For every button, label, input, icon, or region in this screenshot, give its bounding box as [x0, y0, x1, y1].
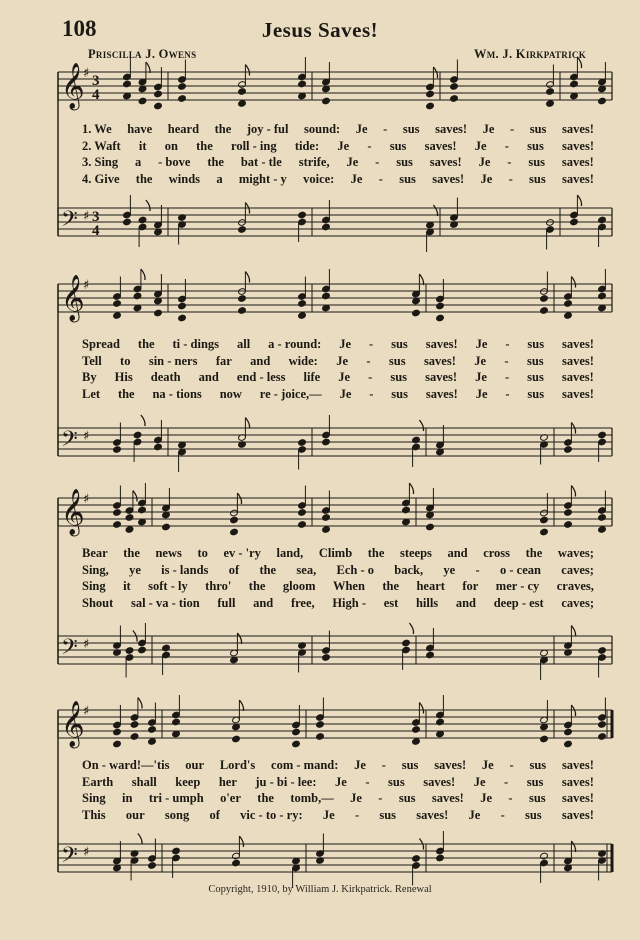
lyricist: Priscilla J. Owens	[88, 47, 197, 61]
note-head	[292, 728, 301, 736]
lyric-word: of	[228, 562, 240, 577]
lyric-word: -	[504, 370, 510, 384]
lyric-word: saves!	[425, 386, 458, 401]
treble-staff	[58, 695, 612, 749]
lyric-line	[82, 775, 594, 792]
lyric-word: -	[508, 171, 513, 186]
lyric-word: -	[504, 138, 509, 153]
lyric-word: sus	[527, 386, 545, 401]
lyric-word: Lord's	[219, 758, 256, 772]
lyric-word: 4. Give	[82, 171, 120, 186]
lyric-word: Je	[338, 370, 351, 384]
note-flag	[419, 703, 423, 714]
lyric-word: it	[123, 579, 131, 593]
lyric-word: news	[155, 546, 182, 560]
note-head	[148, 726, 157, 734]
lyric-word: the	[248, 579, 266, 593]
lyric-word: Bear	[82, 546, 108, 560]
note-head	[113, 728, 122, 736]
lyric-word: Sing	[82, 579, 106, 593]
lyric-word: Je	[322, 807, 335, 822]
lyric-word: wide:	[288, 353, 318, 368]
lyric-word: bat - tle	[240, 155, 282, 169]
lyric-word: ev - 'ry	[223, 546, 261, 560]
note-head	[598, 721, 607, 729]
lyric-word: ye	[129, 562, 141, 577]
note-head	[172, 718, 181, 726]
lyric-word: Je	[480, 171, 493, 186]
lyric-word: the	[123, 546, 140, 560]
lyric-word: -	[381, 758, 386, 772]
lyric-word: -	[378, 791, 383, 805]
bass-clef-icon: 𝄢	[61, 843, 78, 873]
lyric-word: all	[236, 337, 251, 351]
note-head	[412, 726, 421, 734]
lyric-word: -	[366, 353, 371, 368]
lyric-word: saves!	[562, 171, 594, 186]
lyric-word: com - mand:	[271, 758, 339, 772]
lyric-word: sus	[401, 758, 419, 772]
lyric-word: the	[135, 171, 153, 186]
lyric-word: the	[207, 155, 224, 169]
lyric-word: and	[455, 595, 477, 610]
lyric-word: caves;	[561, 595, 594, 610]
lyric-word: Je	[337, 138, 350, 153]
lyric-word: sus	[390, 370, 408, 384]
note-head	[564, 728, 573, 736]
lyric-word: sus	[399, 171, 416, 186]
note-head	[113, 740, 122, 748]
lyric-word: sal - va - tion	[130, 595, 200, 610]
lyric-word: sus	[528, 155, 546, 169]
note-head	[148, 862, 157, 870]
note-head	[130, 721, 139, 729]
note-head	[436, 854, 445, 862]
lyric-word: saves!	[562, 353, 594, 368]
lyric-word: sus	[391, 386, 408, 401]
lyric-word: and	[198, 370, 219, 384]
lyric-word: His	[114, 370, 133, 384]
lyric-word: thro'	[205, 579, 232, 593]
lyric-word: Je	[350, 171, 363, 186]
lyric-word: the	[382, 579, 400, 593]
lyric-word: sus	[526, 774, 544, 789]
lyric-word: Je	[480, 791, 493, 805]
lyric-word: saves!	[561, 807, 594, 822]
lyric-word: sus	[388, 774, 405, 789]
lyric-word: sound:	[304, 122, 341, 136]
copyright-notice: Copyright, 1910, by William J. Kirkpatrick. Renewal	[208, 884, 432, 895]
note-flag	[138, 834, 142, 845]
hymn-number: 108	[62, 16, 97, 41]
lyric-word: our	[185, 758, 205, 772]
lyric-word: Earth	[82, 774, 114, 789]
lyric-word: saves!	[435, 122, 468, 136]
lyric-word: sus	[528, 791, 546, 805]
lyric-word: the	[525, 546, 543, 560]
lyric-word: Ech - o	[336, 562, 374, 577]
lyric-word: keep	[175, 774, 201, 789]
note-head	[130, 733, 139, 741]
lyric-word: have	[127, 122, 153, 136]
lyric-word: When	[332, 579, 365, 593]
lyric-word: sus	[527, 138, 544, 153]
lyric-line	[82, 808, 594, 825]
lyric-word: -	[510, 122, 515, 136]
lyric-word: of	[209, 807, 220, 822]
lyric-word: saves!	[423, 353, 456, 368]
lyric-word: Sing	[82, 791, 106, 805]
bass-clef-icon: 𝄢	[61, 207, 78, 237]
lyric-word: This	[82, 807, 106, 822]
bass-staff	[58, 831, 612, 888]
lyric-word: -	[507, 155, 512, 169]
lyric-word: saves!	[561, 758, 594, 772]
lyric-word: Shout	[82, 595, 114, 610]
lyric-word: sus	[529, 171, 546, 186]
lyric-word: Je	[468, 807, 481, 822]
lyric-word: to	[120, 353, 131, 368]
sharp-icon: ♯	[83, 278, 90, 293]
lyric-word: -	[369, 337, 374, 351]
lyric-word: sus	[527, 370, 544, 384]
lyric-word: tide:	[294, 138, 320, 153]
lyric-word: By	[82, 370, 97, 384]
lyric-word: song	[164, 807, 190, 822]
lyric-word: to	[197, 546, 208, 560]
lyric-word: Je	[339, 386, 352, 401]
lyric-word: -	[368, 370, 373, 384]
lyric-word: the	[117, 386, 135, 401]
lyric-word: shall	[131, 774, 157, 789]
lyric-word: On - ward!—'tis	[82, 758, 170, 772]
lyric-word: cross	[483, 546, 511, 560]
lyric-word: est	[383, 595, 399, 610]
lyric-word: sus	[388, 353, 406, 368]
lyric-word: sus	[396, 155, 413, 169]
lyric-line	[82, 791, 594, 808]
lyric-word: Je	[474, 353, 487, 368]
lyric-word: saves!	[561, 774, 594, 789]
lyric-word: sus	[524, 807, 542, 822]
lyric-word: sus	[529, 122, 547, 136]
lyric-word: Je	[478, 155, 491, 169]
lyric-word: Je	[475, 337, 488, 351]
composer: Wm. J. Kirkpatrick	[473, 47, 586, 61]
lyric-word: saves!	[561, 370, 594, 384]
note-head	[412, 855, 421, 863]
note-head	[148, 738, 157, 746]
lyric-word: Sing,	[82, 562, 109, 577]
lyric-word: full	[217, 595, 236, 610]
note-head	[292, 740, 301, 748]
sharp-icon: ♯	[83, 637, 90, 652]
lyric-word: sea,	[296, 562, 317, 577]
note-head	[232, 735, 241, 743]
lyric-word: a - round:	[268, 337, 322, 351]
lyric-word: sus	[529, 758, 547, 772]
lyric-word: -	[378, 171, 383, 186]
lyric-word: waves;	[557, 546, 594, 560]
lyric-word: Je	[473, 774, 486, 789]
lyric-word: sus	[527, 337, 545, 351]
note-flag	[239, 700, 243, 711]
lyric-word: sus	[391, 337, 408, 351]
lyric-word: Je	[482, 122, 495, 136]
note-head	[436, 718, 445, 726]
lyric-word: ye	[443, 562, 456, 577]
note-head	[412, 738, 421, 746]
lyric-word: for	[462, 579, 479, 593]
lyric-word: winds	[168, 171, 201, 186]
treble-clef-icon: 𝄞	[61, 275, 85, 321]
note-head	[540, 735, 549, 743]
time-signature-top: 3	[92, 209, 100, 225]
note-flag	[138, 698, 142, 709]
lyric-word: now	[219, 386, 242, 401]
lyric-word: sus	[526, 353, 544, 368]
lyric-word: saves!	[425, 370, 458, 384]
lyric-word: Je	[475, 370, 487, 384]
lyric-word: and	[250, 353, 271, 368]
lyric-word: Tell	[82, 353, 102, 368]
time-signature-top: 3	[92, 73, 100, 89]
lyric-word: heart	[416, 579, 445, 593]
lyric-word: Je	[350, 791, 362, 805]
sharp-icon: ♯	[83, 845, 90, 860]
lyric-word: free,	[290, 595, 315, 610]
sharp-icon: ♯	[83, 704, 90, 719]
lyric-word: soft - ly	[148, 579, 188, 593]
sharp-icon: ♯	[83, 492, 90, 507]
bass-clef-icon: 𝄢	[61, 635, 78, 665]
lyric-word: in	[122, 791, 133, 805]
lyric-word: and	[447, 546, 468, 560]
time-signature-bottom: 4	[92, 87, 100, 103]
sharp-icon: ♯	[83, 429, 90, 444]
lyric-word: saves!	[423, 774, 456, 789]
lyric-word: -	[475, 562, 480, 577]
treble-clef-icon: 𝄞	[61, 63, 85, 109]
lyric-word: saves!	[562, 138, 594, 153]
lyric-word: Spread	[82, 337, 120, 351]
lyric-word: -	[509, 758, 514, 772]
note-head	[598, 733, 607, 741]
lyric-word: land,	[276, 546, 304, 560]
note-flag	[571, 841, 575, 852]
lyric-word: the	[214, 122, 232, 136]
treble-clef-icon: 𝄞	[61, 489, 85, 535]
note-head	[540, 852, 549, 860]
lyric-word: saves!	[416, 807, 449, 822]
lyric-word: her	[218, 774, 237, 789]
bass-clef-icon: 𝄢	[61, 427, 78, 457]
lyric-word: voice:	[303, 171, 335, 186]
lyric-word: -	[505, 386, 510, 401]
lyric-word: saves!	[429, 155, 462, 169]
lyric-word: caves;	[561, 562, 594, 577]
lyric-word: gloom	[282, 579, 316, 593]
lyric-word: the	[196, 138, 213, 153]
lyric-word: saves!	[561, 122, 594, 136]
lyric-word: High -	[332, 595, 367, 610]
lyric-word: heard	[167, 122, 200, 136]
lyric-word: -	[367, 138, 372, 153]
lyric-word: ju - bi - lee:	[255, 774, 317, 789]
lyric-word: ti - dings	[172, 337, 220, 351]
lyric-word: saves!	[431, 791, 464, 805]
treble-clef-icon: 𝄞	[61, 701, 85, 747]
lyric-word: the	[257, 791, 274, 805]
sharp-icon: ♯	[83, 66, 90, 81]
lyric-word: vic - to - ry:	[240, 807, 303, 822]
lyric-word: the	[367, 546, 385, 560]
lyric-word: saves!	[562, 337, 594, 351]
lyric-word: roll - ing	[231, 138, 277, 153]
lyric-word: death	[150, 370, 181, 384]
lyric-line	[82, 758, 594, 775]
lyric-word: o'er	[220, 791, 241, 805]
lyric-word: our	[125, 807, 145, 822]
lyric-word: 2. Waft	[82, 138, 121, 153]
hymn-title: Jesus Saves!	[261, 18, 379, 42]
lyric-word: craves,	[556, 579, 594, 593]
time-signature-bottom: 4	[92, 223, 100, 239]
lyric-word: saves!	[432, 171, 465, 186]
lyric-word: a	[135, 155, 142, 169]
lyric-word: -	[383, 122, 388, 136]
lyric-word: Climb	[318, 546, 353, 560]
lyric-word: Je	[346, 155, 359, 169]
lyric-word: joy - ful	[246, 122, 289, 136]
sharp-icon: ♯	[83, 209, 90, 224]
lyric-word: -	[504, 353, 509, 368]
lyric-word: hills	[415, 595, 439, 610]
lyric-word: a	[216, 171, 223, 186]
lyric-word: it	[138, 138, 147, 153]
lyric-word: life	[303, 370, 321, 384]
lyric-word: 1. We	[82, 122, 112, 136]
lyric-word: Je	[354, 758, 366, 772]
lyric-word: na - tions	[152, 386, 202, 401]
note-head	[316, 721, 325, 729]
lyric-word: 3. Sing	[82, 155, 119, 169]
lyric-word: steeps	[399, 546, 432, 560]
lyric-word: -	[375, 155, 380, 169]
lyric-word: sus	[398, 791, 416, 805]
lyric-word: re - joice,—	[259, 386, 322, 401]
lyric-word: Je	[335, 774, 347, 789]
lyric-word: Je	[339, 337, 352, 351]
system-4-lyrics	[82, 758, 594, 824]
lyric-word: -	[504, 774, 509, 789]
note-head	[316, 733, 325, 741]
lyric-word: tomb,—	[290, 791, 334, 805]
lyric-word: and	[253, 595, 274, 610]
lyric-word: saves!	[561, 155, 594, 169]
lyric-word: saves!	[561, 386, 594, 401]
lyric-word: might - y	[238, 171, 287, 186]
lyric-word: -	[505, 337, 510, 351]
lyric-word: saves!	[562, 791, 594, 805]
lyric-word: Je	[481, 758, 494, 772]
lyric-word: on	[164, 138, 178, 153]
lyric-word: Je	[475, 386, 488, 401]
lyric-word: saves!	[425, 337, 458, 351]
lyric-word: Je	[355, 122, 368, 136]
lyric-word: -	[354, 807, 360, 822]
note-head	[564, 740, 573, 748]
lyric-word: sus	[389, 138, 407, 153]
lyric-word: sus	[379, 807, 397, 822]
lyric-word: deep - est	[493, 595, 544, 610]
note-head	[232, 859, 241, 867]
lyric-word: strife,	[298, 155, 330, 169]
lyric-word: - bove	[158, 155, 191, 169]
lyric-word: is - lands	[161, 562, 209, 577]
lyric-word: far	[215, 353, 232, 368]
lyric-word: Je	[474, 138, 487, 153]
lyric-word: back,	[394, 562, 424, 577]
note-flag	[239, 836, 243, 847]
lyric-word: -	[365, 774, 370, 789]
lyric-word: the	[259, 562, 277, 577]
note-head	[172, 847, 181, 855]
lyric-word: saves!	[434, 758, 467, 772]
lyric-word: mer - cy	[495, 579, 540, 593]
lyric-word: sin - ners	[148, 353, 198, 368]
lyric-word: Let	[82, 386, 101, 401]
lyric-word: saves!	[424, 138, 457, 153]
lyric-word: sus	[402, 122, 420, 136]
lyric-word: the	[137, 337, 155, 351]
lyric-word: -	[369, 386, 374, 401]
lyric-word: o - cean	[500, 562, 541, 577]
lyric-word: end - less	[236, 370, 286, 384]
lyric-word: Je	[336, 353, 348, 368]
lyric-word: tri - umph	[148, 791, 204, 805]
lyric-word: -	[508, 791, 513, 805]
lyric-word: -	[500, 807, 505, 822]
